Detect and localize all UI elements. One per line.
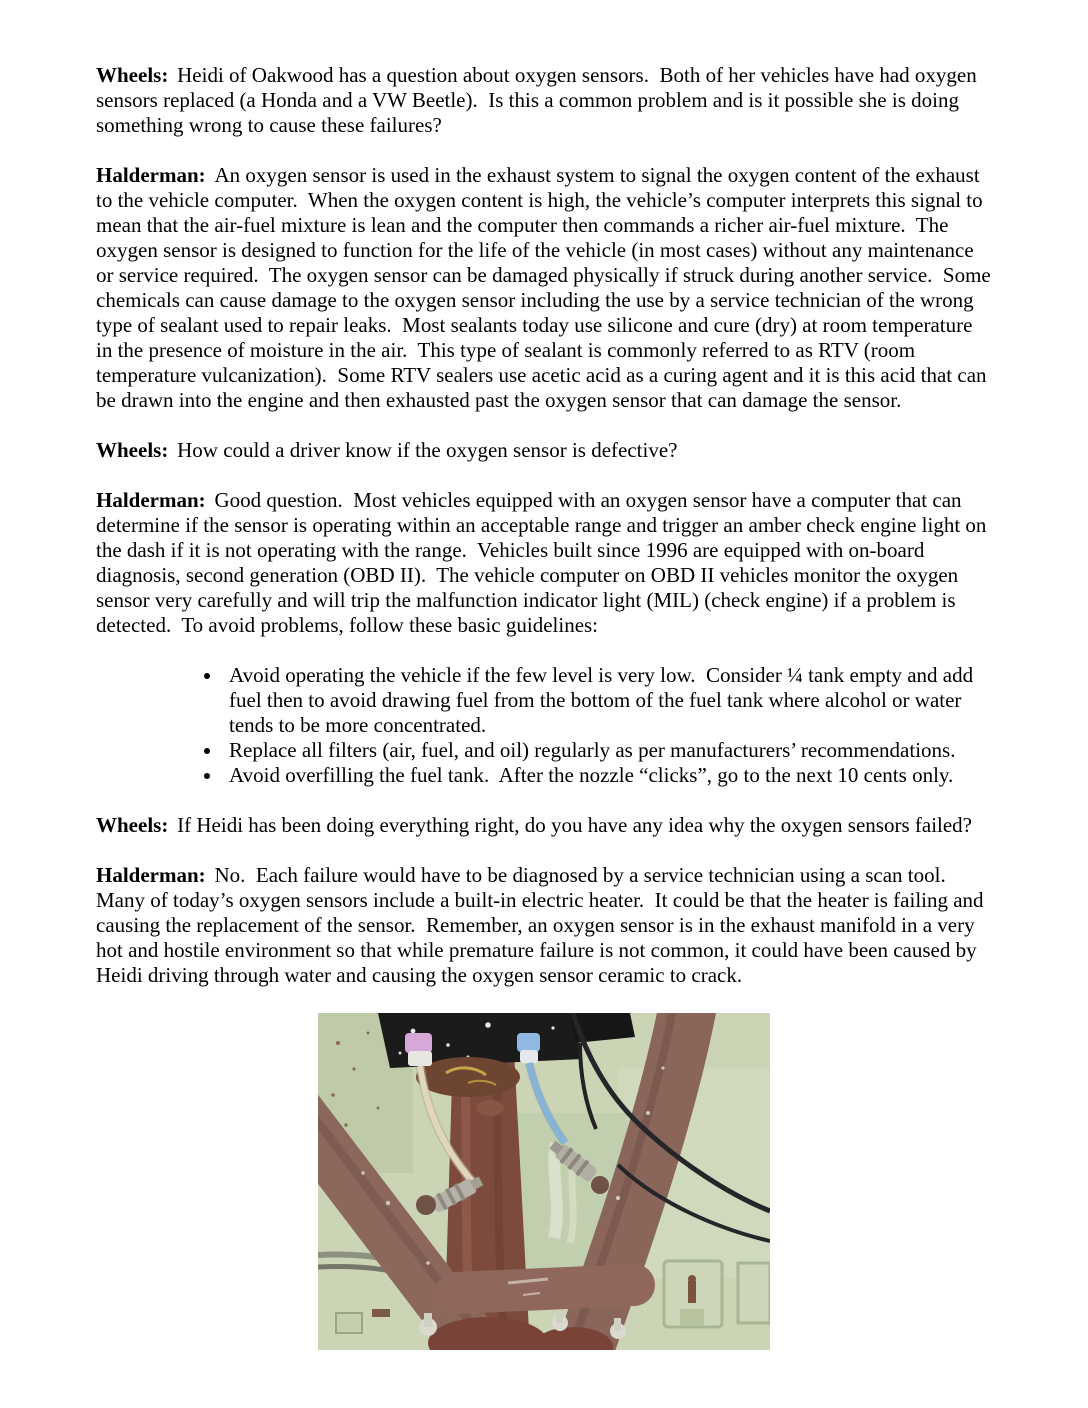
interview-transcript [96, 63, 996, 988]
paragraph-text: An oxygen sensor is used in the exhaust system to signal the oxygen content of the exhaust to the vehicle computer. When the oxygen content is high, the vehicle’s computer interprets this signal to mean that the air-fuel mixture is lean and the computer then commands a richer air-fuel mixture. The oxygen sensor is designed to function for the life of the vehicle (in most cases) without any maintenance or service required. The oxygen sensor can be damaged physically if struck during another service. Some chemicals can cause damage to the oxygen sensor including the use by a service technician of the wrong type of sealant used to repair leaks. Most sealants today use silicone and cure (dry) at room temperature in the presence of moisture in the air. This type of sealant is commonly referred to as RTV (room temperature vulcanization). Some RTV sealers use acetic acid as a curing agent and it is this acid that can be drawn into the engine and then exhausted past the oxygen sensor that can damage the sensor. [96, 163, 996, 412]
dialogue-paragraph [96, 813, 992, 838]
exhaust-underbody-photo [318, 1013, 770, 1350]
paragraph-text: Heidi of Oakwood has a question about oxygen sensors. Both of her vehicles have had oxygen sensors replaced (a Honda and a VW Beetle). Is this a common problem and is it possible she is doing something wrong to cause these failures? [96, 63, 982, 137]
speaker-label: Halderman: [96, 163, 206, 187]
paragraph-text: No. Each failure would have to be diagnosed by a service technician using a scan tool. Many of today’s oxygen sensors include a built-in electric heater. It could be that the heater is failing and causing the replacement of the sensor. Remember, an oxygen sensor is in the exhaust manifold in a very hot and hostile environment so that while premature failure is not common, it could have been caused by Heidi driving through water and causing the oxygen sensor ceramic to crack. [96, 863, 989, 987]
paragraph-text: How could a driver know if the oxygen sensor is defective? [177, 438, 678, 462]
speaker-label: Wheels: [96, 813, 169, 837]
speaker-label: Wheels: [96, 438, 169, 462]
exhaust-photo-illustration [318, 1013, 770, 1350]
paragraph-text: Good question. Most vehicles equipped with an oxygen sensor have a computer that can determine if the sensor is operating within an acceptable range and trigger an amber check engine light on the dash if it is not operating with the range. Vehicles built since 1996 are equipped with on-board diagnosis, second generation (OBD II). The vehicle computer on OBD II vehicles monitor the oxygen sensor very carefully and will trip the malfunction indicator light (MIL) (check engine) if a problem is detected. To avoid problems, follow these basic guidelines: [96, 488, 992, 637]
guidelines-list [96, 663, 992, 788]
list-item: • Avoid overfilling the fuel tank. After the nozzle “clicks”, go to the next 10 cents only. [223, 763, 992, 788]
dialogue-paragraph [96, 438, 992, 463]
speaker-label: Wheels: [96, 63, 169, 87]
dialogue-paragraph [96, 63, 992, 138]
dialogue-paragraph [96, 863, 992, 988]
speaker-label: Halderman: [96, 488, 206, 512]
list-item: • Replace all filters (air, fuel, and oil) regularly as per manufacturers’ recommendations. [223, 738, 992, 763]
dialogue-paragraph [96, 488, 992, 638]
list-item: • Avoid operating the vehicle if the few level is very low. Consider ¼ tank empty and add fuel then to avoid drawing fuel from the bottom of the fuel tank where alcohol or water tends to be more concentrated. [223, 663, 992, 738]
dialogue-paragraph [96, 163, 996, 413]
paragraph-text: If Heidi has been doing everything right, do you have any idea why the oxygen sensors failed? [177, 813, 973, 837]
speaker-label: Halderman: [96, 863, 206, 887]
